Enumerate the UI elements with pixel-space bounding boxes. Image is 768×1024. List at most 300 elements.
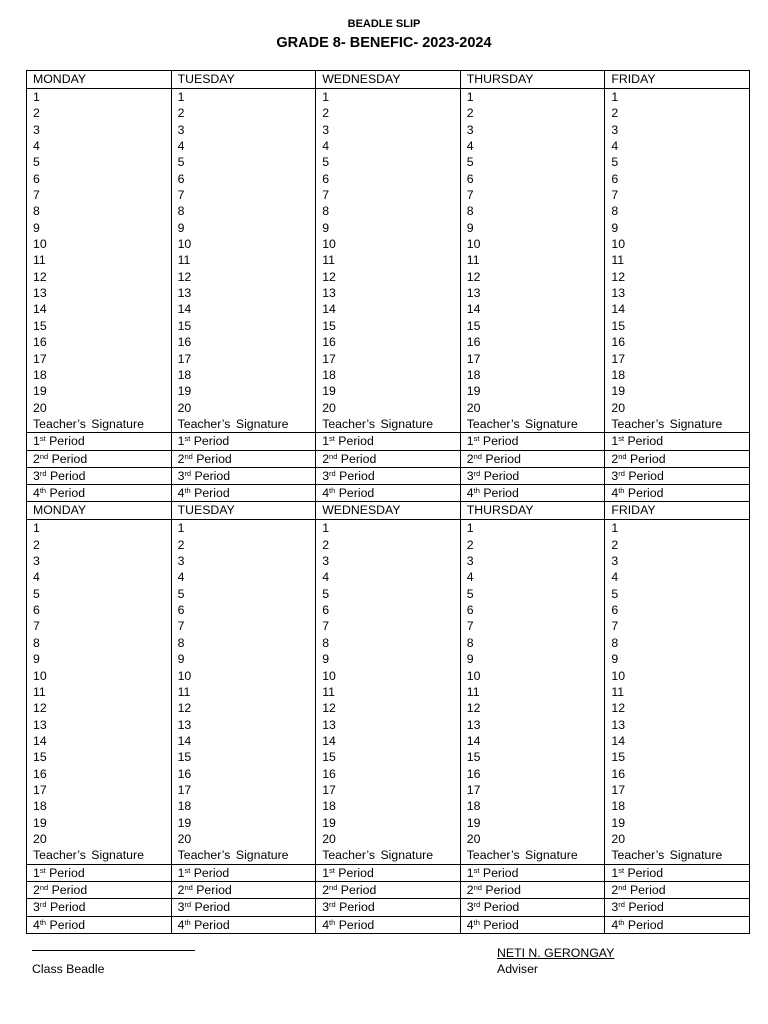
period-row (27, 450, 750, 467)
student-number: 7 (466, 188, 474, 203)
student-number: 16 (466, 335, 481, 350)
period-label: Period (338, 434, 374, 449)
student-number: 18 (322, 799, 336, 814)
period-ordinal-suffix: st (39, 434, 46, 444)
period-cell[interactable] (27, 881, 172, 898)
period-number: 4 (33, 917, 40, 932)
student-number: 5 (33, 155, 40, 170)
period-cell[interactable] (27, 485, 172, 502)
period-label: Period (482, 865, 519, 880)
period-cell[interactable] (460, 467, 605, 484)
student-number: 12 (611, 701, 626, 716)
student-number: 10 (466, 237, 481, 252)
student-number: 8 (33, 635, 40, 650)
student-number: 17 (322, 351, 336, 366)
period-ordinal-suffix: nd (39, 451, 49, 461)
student-number: 7 (611, 188, 619, 203)
student-number: 8 (466, 635, 474, 650)
student-number: 15 (177, 750, 192, 765)
teacher-signature-label: Teacher’s Signature (322, 416, 434, 431)
student-number: 11 (611, 253, 625, 268)
period-number: 3 (322, 900, 330, 915)
period-cell[interactable] (316, 899, 461, 916)
period-ordinal-suffix: st (618, 434, 625, 444)
student-number: 9 (611, 220, 619, 235)
period-number: 3 (177, 468, 185, 483)
period-ordinal-suffix: st (329, 865, 335, 875)
student-number: 8 (33, 204, 40, 219)
student-number: 5 (322, 586, 330, 601)
period-ordinal-suffix: th (184, 917, 191, 927)
student-number: 3 (322, 554, 330, 569)
student-number: 1 (33, 90, 40, 104)
student-number: 2 (466, 537, 474, 552)
student-number: 20 (177, 400, 192, 415)
student-number: 9 (611, 652, 619, 667)
student-number: 2 (177, 106, 185, 121)
student-number: 13 (177, 717, 192, 732)
period-number: 1 (611, 865, 619, 880)
period-ordinal-suffix: rd (473, 468, 481, 478)
period-ordinal-suffix: st (473, 434, 480, 444)
student-number: 11 (322, 684, 335, 699)
period-label: Period (49, 900, 86, 915)
student-number: 12 (33, 269, 47, 284)
student-number: 5 (466, 586, 474, 601)
period-cell[interactable] (171, 864, 316, 881)
student-number: 12 (322, 269, 336, 284)
period-label: Period (49, 486, 86, 501)
student-number: 4 (611, 139, 619, 154)
period-label: Period (482, 434, 519, 449)
period-ordinal-suffix: th (618, 486, 625, 496)
period-ordinal-suffix: rd (329, 900, 336, 910)
period-ordinal-suffix: nd (39, 882, 49, 892)
period-number: 1 (466, 434, 474, 449)
class-beadle-label: Class Beadle (32, 962, 105, 976)
student-number: 1 (322, 90, 330, 104)
day-header-tuesday: TUESDAY (171, 71, 316, 89)
period-label: Period (338, 917, 375, 932)
period-label: Period (49, 468, 86, 483)
beadle-slip-table (26, 70, 750, 934)
period-ordinal-suffix: nd (184, 882, 193, 892)
period-ordinal-suffix: st (39, 865, 46, 875)
student-number: 2 (33, 106, 40, 121)
student-number: 19 (322, 384, 336, 399)
period-ordinal-suffix: rd (473, 900, 481, 910)
student-number: 11 (33, 253, 46, 268)
student-number: 11 (177, 684, 191, 699)
student-number: 17 (611, 782, 626, 797)
student-number: 20 (33, 400, 47, 415)
student-number: 12 (33, 701, 47, 716)
student-number: 19 (33, 815, 47, 830)
student-number: 5 (177, 586, 185, 601)
student-number: 6 (466, 171, 474, 186)
student-number: 17 (611, 351, 626, 366)
period-cell[interactable] (27, 864, 172, 881)
period-cell[interactable] (605, 450, 750, 467)
student-number: 8 (177, 204, 185, 219)
student-number: 7 (322, 188, 330, 203)
student-number: 14 (177, 302, 192, 317)
student-number: 16 (177, 335, 192, 350)
period-ordinal-suffix: nd (473, 882, 482, 892)
period-ordinal-suffix: rd (618, 900, 625, 910)
student-number: 16 (177, 766, 192, 781)
period-cell[interactable] (460, 433, 605, 450)
student-number: 6 (33, 171, 40, 186)
student-number: 19 (466, 815, 481, 830)
student-number: 10 (177, 237, 192, 252)
period-cell[interactable] (605, 485, 750, 502)
period-number: 2 (611, 882, 619, 897)
period-cell[interactable] (171, 450, 316, 467)
student-number: 3 (177, 122, 185, 137)
student-number: 13 (466, 717, 481, 732)
student-number: 17 (322, 782, 336, 797)
period-cell[interactable] (605, 864, 750, 881)
period-cell[interactable] (27, 450, 172, 467)
period-row (27, 433, 750, 450)
period-cell[interactable] (171, 899, 316, 916)
document-header (0, 17, 768, 53)
student-number: 18 (177, 799, 192, 814)
teacher-signature-label: Teacher’s Signature (611, 416, 723, 431)
student-number: 2 (322, 537, 330, 552)
student-number: 14 (322, 733, 336, 748)
period-ordinal-suffix: st (618, 865, 625, 875)
period-label: Period (51, 451, 88, 466)
period-label: Period (196, 882, 232, 897)
student-number: 6 (322, 603, 330, 618)
day-column-wednesday (316, 89, 461, 433)
day-header-row (27, 71, 750, 89)
student-number: 8 (177, 635, 185, 650)
student-number: 8 (611, 635, 619, 650)
period-cell[interactable] (460, 450, 605, 467)
period-ordinal-suffix: st (329, 434, 335, 444)
student-number: 10 (466, 668, 481, 683)
teacher-signature-label: Teacher’s Signature (177, 848, 289, 863)
student-number: 17 (177, 782, 192, 797)
student-number: 9 (322, 652, 330, 667)
beadle-signature-line (32, 950, 195, 951)
period-number: 2 (466, 451, 474, 466)
student-number: 2 (322, 106, 330, 121)
student-number: 7 (33, 619, 40, 634)
period-ordinal-suffix: nd (618, 882, 627, 892)
student-number: 10 (322, 668, 336, 683)
period-row (27, 467, 750, 484)
period-cell[interactable] (605, 433, 750, 450)
period-label: Period (483, 468, 520, 483)
period-label: Period (49, 434, 85, 449)
student-number: 1 (177, 90, 185, 104)
period-ordinal-suffix: st (184, 434, 191, 444)
day-column-friday (605, 89, 750, 433)
student-number: 15 (611, 318, 626, 333)
period-cell[interactable] (460, 881, 605, 898)
student-number: 17 (33, 351, 47, 366)
period-ordinal-suffix: rd (39, 900, 47, 910)
period-number: 2 (466, 882, 474, 897)
student-number: 9 (33, 652, 40, 667)
period-number: 2 (611, 451, 619, 466)
period-cell[interactable] (605, 916, 750, 933)
period-number: 3 (466, 900, 474, 915)
student-number: 3 (33, 122, 40, 137)
period-ordinal-suffix: th (39, 917, 47, 927)
student-number: 13 (322, 286, 336, 301)
period-label: Period (194, 486, 230, 501)
period-ordinal-suffix: rd (39, 468, 47, 478)
student-number: 17 (466, 782, 481, 797)
period-cell[interactable] (171, 467, 316, 484)
student-number: 19 (611, 384, 626, 399)
student-number: 6 (177, 171, 185, 186)
day-column-friday (605, 520, 750, 864)
student-number: 5 (611, 155, 619, 170)
student-number: 12 (466, 701, 481, 716)
period-label: Period (629, 451, 666, 466)
student-number: 20 (466, 831, 481, 846)
period-ordinal-suffix: nd (329, 882, 338, 892)
period-row (27, 899, 750, 916)
student-number: 18 (33, 799, 47, 814)
period-ordinal-suffix: nd (329, 451, 338, 461)
period-number: 4 (611, 917, 619, 932)
student-number: 19 (33, 384, 47, 399)
student-number: 14 (611, 302, 626, 317)
period-cell[interactable] (27, 916, 172, 933)
student-number: 16 (322, 335, 336, 350)
period-number: 1 (322, 865, 330, 880)
period-cell[interactable] (605, 899, 750, 916)
period-cell[interactable] (316, 450, 461, 467)
day-column-thursday (460, 89, 605, 433)
period-number: 1 (33, 865, 40, 880)
period-label: Period (339, 468, 375, 483)
period-cell[interactable] (27, 467, 172, 484)
period-label: Period (627, 434, 664, 449)
student-number: 19 (177, 815, 192, 830)
student-number: 12 (466, 269, 481, 284)
period-number: 1 (177, 865, 185, 880)
student-number: 20 (466, 400, 481, 415)
student-number: 6 (322, 171, 330, 186)
period-label: Period (49, 865, 85, 880)
period-cell[interactable] (316, 467, 461, 484)
student-number: 16 (33, 766, 47, 781)
day-header-wednesday: WEDNESDAY (316, 71, 461, 89)
student-number: 4 (611, 570, 619, 585)
adviser-role: Adviser (497, 962, 539, 976)
student-number: 13 (466, 286, 481, 301)
period-cell[interactable] (460, 864, 605, 881)
student-number: 13 (33, 286, 47, 301)
period-label: Period (339, 900, 375, 915)
period-ordinal-suffix: rd (329, 468, 336, 478)
student-number: 16 (33, 335, 47, 350)
period-cell[interactable] (316, 916, 461, 933)
student-number: 1 (466, 521, 474, 536)
period-label: Period (340, 451, 377, 466)
student-number: 9 (466, 652, 474, 667)
period-cell[interactable] (460, 899, 605, 916)
period-cell[interactable] (605, 881, 750, 898)
student-number: 9 (177, 652, 185, 667)
period-cell[interactable] (316, 485, 461, 502)
student-number: 3 (611, 554, 619, 569)
period-number: 1 (611, 434, 619, 449)
student-number: 4 (322, 139, 330, 154)
period-ordinal-suffix: th (39, 486, 47, 496)
period-label: Period (627, 486, 664, 501)
period-label: Period (194, 468, 231, 483)
student-number: 12 (322, 701, 336, 716)
student-number: 6 (33, 603, 40, 618)
student-number: 12 (177, 269, 192, 284)
period-label: Period (627, 865, 664, 880)
period-label: Period (629, 882, 666, 897)
student-number: 2 (466, 106, 474, 121)
student-number: 14 (33, 302, 47, 317)
teacher-signature-label: Teacher’s Signature (466, 848, 578, 863)
period-row (27, 916, 750, 933)
period-cell[interactable] (460, 485, 605, 502)
period-ordinal-suffix: rd (184, 900, 192, 910)
student-number: 10 (177, 668, 192, 683)
student-number: 17 (466, 351, 481, 366)
student-number: 2 (611, 106, 619, 121)
period-cell[interactable] (171, 485, 316, 502)
period-cell[interactable] (27, 433, 172, 450)
period-number: 3 (611, 468, 619, 483)
period-cell[interactable] (171, 433, 316, 450)
period-cell[interactable] (460, 916, 605, 933)
student-number: 6 (466, 603, 474, 618)
student-number: 3 (322, 122, 330, 137)
student-number: 4 (322, 570, 330, 585)
day-header-thursday: THURSDAY (460, 71, 605, 89)
student-number: 5 (33, 586, 40, 601)
period-label: Period (627, 917, 664, 932)
period-number: 3 (322, 468, 330, 483)
period-ordinal-suffix: th (184, 486, 191, 496)
period-number: 4 (466, 917, 474, 932)
period-label: Period (196, 451, 232, 466)
student-number: 12 (177, 701, 192, 716)
student-number: 3 (177, 554, 185, 569)
period-cell[interactable] (605, 467, 750, 484)
student-number: 13 (611, 286, 626, 301)
class-title: GRADE 8- BENEFIC- 2023-2024 (276, 35, 492, 51)
student-number: 13 (611, 717, 626, 732)
student-number: 3 (466, 122, 474, 137)
student-number: 18 (466, 799, 481, 814)
student-number: 19 (177, 384, 192, 399)
period-cell[interactable] (316, 864, 461, 881)
student-number: 3 (611, 122, 619, 137)
student-number: 11 (177, 253, 191, 268)
student-number: 3 (33, 554, 40, 569)
student-number: 17 (177, 351, 192, 366)
teacher-signature-label: Teacher’s Signature (611, 848, 723, 863)
period-number: 2 (322, 451, 330, 466)
period-label: Period (49, 917, 86, 932)
day-header-wednesday: WEDNESDAY (316, 502, 461, 520)
day-column-wednesday (316, 520, 461, 864)
student-number: 1 (466, 90, 474, 104)
student-number: 2 (177, 537, 185, 552)
period-number: 3 (611, 900, 619, 915)
student-number: 9 (466, 220, 474, 235)
period-cell[interactable] (171, 916, 316, 933)
student-number: 10 (33, 237, 47, 252)
period-ordinal-suffix: nd (184, 451, 193, 461)
student-number: 18 (466, 367, 481, 382)
student-number: 14 (33, 733, 47, 748)
period-label: Period (193, 434, 230, 449)
student-number: 11 (466, 253, 480, 268)
day-header-tuesday: TUESDAY (171, 502, 316, 520)
period-number: 4 (466, 486, 474, 501)
period-number: 2 (33, 882, 40, 897)
period-cell[interactable] (171, 881, 316, 898)
period-ordinal-suffix: th (329, 917, 336, 927)
student-number: 10 (33, 668, 47, 683)
student-number: 20 (322, 831, 336, 846)
period-number: 3 (177, 900, 185, 915)
student-number: 11 (322, 253, 335, 268)
student-number: 1 (33, 521, 40, 536)
student-number: 15 (322, 750, 336, 765)
student-number: 7 (466, 619, 474, 634)
period-label: Period (194, 917, 230, 932)
period-label: Period (483, 486, 519, 501)
student-number: 7 (322, 619, 330, 634)
student-number: 5 (466, 155, 474, 170)
student-number: 20 (177, 831, 192, 846)
period-label: Period (51, 882, 88, 897)
student-number: 16 (466, 766, 481, 781)
student-number: 9 (322, 220, 330, 235)
student-number: 16 (322, 766, 336, 781)
period-label: Period (628, 468, 664, 483)
student-number: 13 (33, 717, 47, 732)
student-number: 7 (177, 619, 185, 634)
teacher-signature-label: Teacher’s Signature (322, 848, 434, 863)
period-cell[interactable] (316, 433, 461, 450)
student-number: 4 (177, 139, 185, 154)
period-cell[interactable] (27, 899, 172, 916)
period-number: 3 (33, 900, 40, 915)
day-column-monday (27, 520, 172, 864)
student-number: 4 (33, 139, 40, 154)
period-number: 3 (33, 468, 40, 483)
period-label: Period (485, 451, 521, 466)
period-label: Period (483, 900, 520, 915)
period-ordinal-suffix: th (473, 486, 480, 496)
student-number: 15 (466, 318, 481, 333)
student-number: 20 (322, 400, 336, 415)
period-ordinal-suffix: st (473, 865, 480, 875)
student-number: 6 (611, 603, 619, 618)
period-cell[interactable] (316, 881, 461, 898)
student-number: 8 (322, 635, 330, 650)
